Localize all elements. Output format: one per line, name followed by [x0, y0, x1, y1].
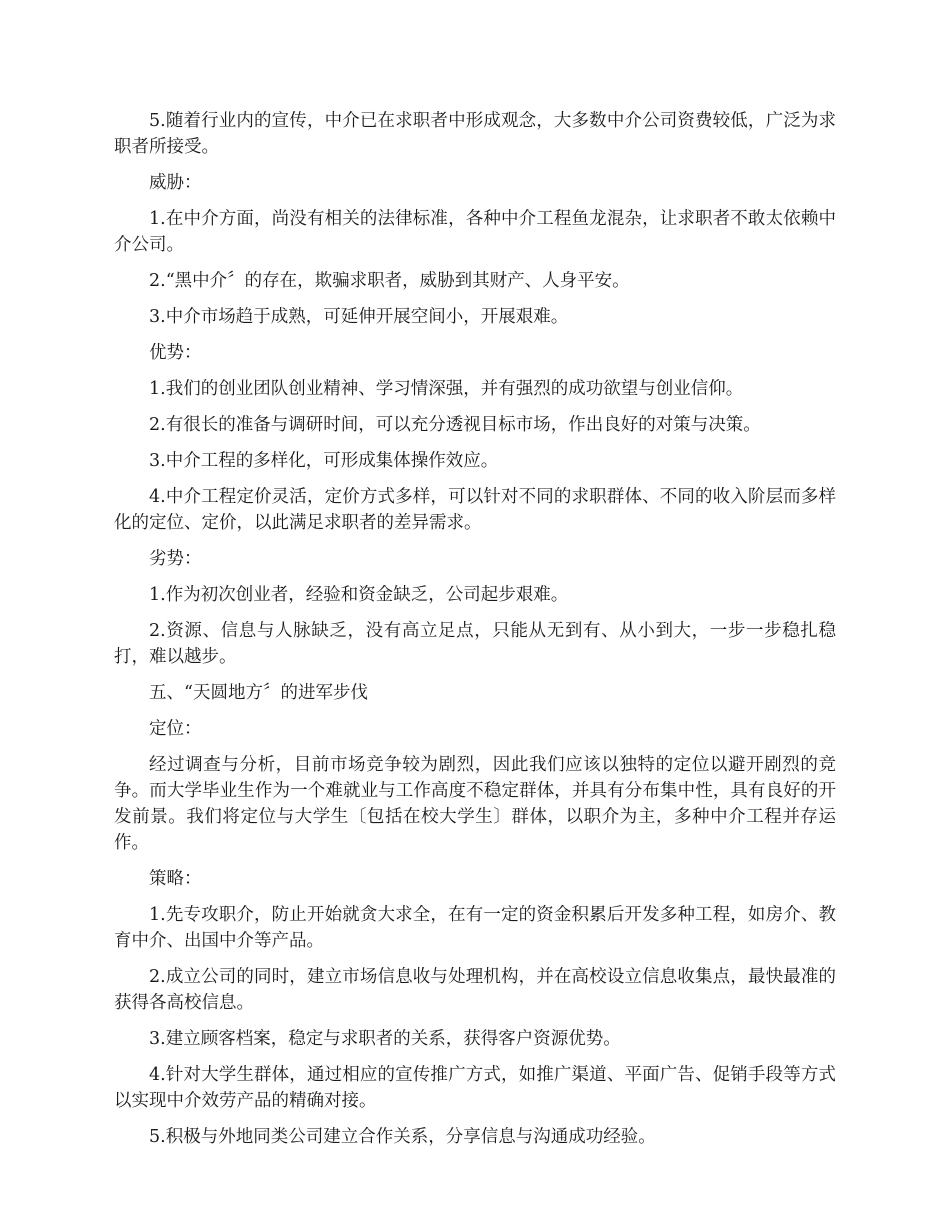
paragraph-strength-1: 1.我们的创业团队创业精神、学习情深强，并有强烈的成功欲望与创业信仰。 — [149, 379, 744, 399]
paragraph-positioning: 经过调查与分析，目前市场竞争较为剧烈，因此我们应该以独特的定位以避开剧烈的竞争。而大学毕业生作为一个难就业与工作高度不稳定群体，并具有分布集中性，具有良好的开发前景。我们将定位与大学生〔包括在校大学生〕群体，以职介为主，多种中介工程并存运作。 — [114, 755, 836, 853]
paragraph-strategy-4: 4.针对大学生群体，通过相应的宣传推广方式，如推广渠道、平面广告、促销手段等方式以实现中介效劳产品的精确对接。 — [114, 1065, 836, 1111]
heading-threats: 威胁： — [149, 173, 202, 193]
heading-strategy: 策略： — [149, 869, 202, 889]
paragraph-strength-3: 3.中介工程的多样化，可形成集体操作效应。 — [149, 451, 499, 471]
paragraph-weakness-1: 1.作为初次创业者，经验和资金缺乏，公司起步艰难。 — [149, 585, 569, 605]
heading-weaknesses: 劣势： — [149, 549, 202, 569]
paragraph-item-5-publicity: 5.随着行业内的宣传，中介已在求职者中形成观念，大多数中介公司资费较低，广泛为求职者所接受。 — [114, 111, 836, 157]
paragraph-strategy-2: 2.成立公司的同时，建立市场信息收与处理机构，并在高校设立信息收集点，最快最准的获得各高校信息。 — [114, 967, 836, 1013]
paragraph-weakness-2: 2.资源、信息与人脉缺乏，没有高立足点，只能从无到有、从小到大，一步一步稳扎稳打，难以越步。 — [114, 621, 836, 667]
heading-strengths: 优势： — [149, 343, 202, 363]
paragraph-threat-3: 3.中介市场趋于成熟，可延伸开展空间小，开展艰难。 — [149, 307, 569, 327]
section-heading-5: 五、“天圆地方〞的进军步伐 — [149, 683, 368, 703]
paragraph-strength-2: 2.有很长的准备与调研时间，可以充分透视目标市场，作出良好的对策与决策。 — [149, 415, 761, 435]
paragraph-strategy-1: 1.先专攻职介，防止开始就贪大求全，在有一定的资金积累后开发多种工程，如房介、教育中介、出国中介等产品。 — [114, 905, 836, 951]
heading-positioning: 定位： — [149, 719, 202, 739]
paragraph-strategy-3: 3.建立顾客档案，稳定与求职者的关系，获得客户资源优势。 — [149, 1029, 621, 1049]
paragraph-threat-2: 2.“黑中介〞的存在，欺骗求职者，威胁到其财产、人身平安。 — [149, 271, 630, 291]
paragraph-threat-1: 1.在中介方面，尚没有相关的法律标准，各种中介工程鱼龙混杂，让求职者不敢太依赖中介公司。 — [114, 209, 836, 255]
paragraph-strength-4: 4.中介工程定价灵活，定价方式多样，可以针对不同的求职群体、不同的收入阶层而多样化的定位、定价，以此满足求职者的差异需求。 — [114, 487, 836, 533]
paragraph-strategy-5: 5.积极与外地同类公司建立合作关系，分享信息与沟通成功经验。 — [149, 1127, 656, 1147]
document-body — [114, 108, 836, 1160]
